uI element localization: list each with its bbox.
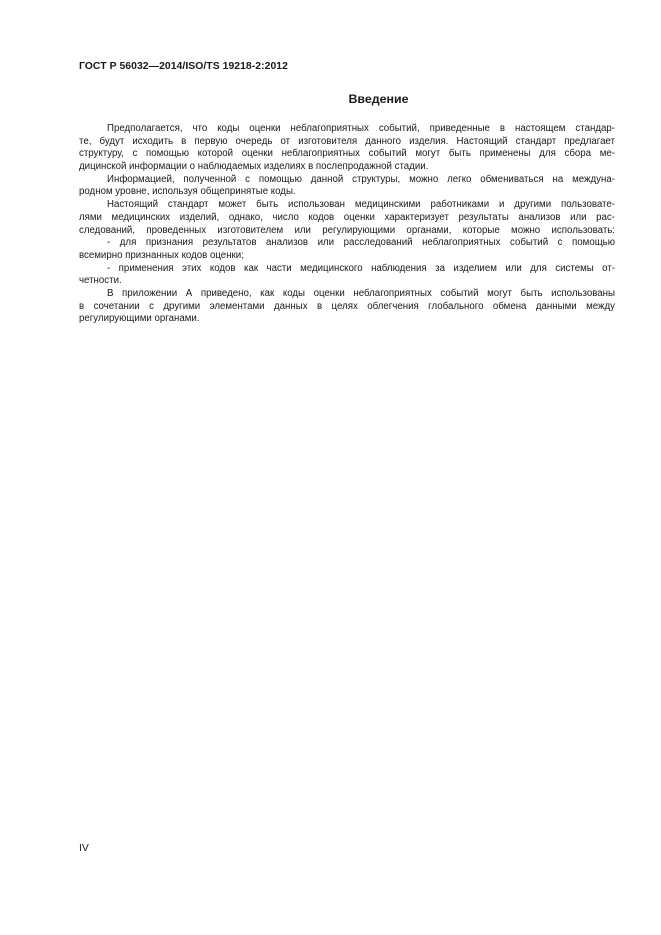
list-item-continuation: четности. xyxy=(79,275,122,287)
list-item: - для признания результатов анализов или расследований неблагоприятных событий с помощью xyxy=(107,237,615,249)
list-item: - применения этих кодов как части медицинского наблюдения за изделием или для системы от- xyxy=(107,262,615,274)
text-line: структуру, с помощью которой оценки неблагоприятных событий могут быть применены для сбора ме- xyxy=(79,148,615,160)
section-title: Введение xyxy=(348,92,409,106)
list-item-continuation: всемирно признанных кодов оценки; xyxy=(79,249,244,261)
text-line: в сочетании с другими элементами данных в целях облегчения глобального обмена данными между xyxy=(79,300,615,312)
text-line: те, будут исходить в первую очередь от изготовителя данного изделия. Настоящий стандарт предлагает xyxy=(79,135,615,147)
text-line: Настоящий стандарт может быть использован медицинскими работниками и другими пользовате- xyxy=(107,199,615,211)
text-line: В приложении А приведено, как коды оценки неблагоприятных событий могут быть использованы xyxy=(107,287,615,299)
text-line: Предполагается, что коды оценки неблагоприятных событий, приведенные в настоящем стандар- xyxy=(107,123,615,134)
standard-id-header: ГОСТ Р 56032—2014/ISO/TS 19218-2:2012 xyxy=(79,61,288,72)
text-line: дицинской информации о наблюдаемых изделиях в послепродажной стадии. xyxy=(79,161,429,173)
text-line: родном уровне, используя общепринятые коды. xyxy=(79,186,296,198)
introduction-body xyxy=(79,123,615,326)
text-line: Информацией, полученной с помощью данной структуры, можно легко обмениваться на междуна- xyxy=(107,173,615,185)
page-number: IV xyxy=(79,843,89,854)
text-line: следований, проведенных изготовителем или регулирующими органами, которые можно использовать: xyxy=(79,224,615,236)
text-line: регулирующими органами. xyxy=(79,313,200,325)
text-line: лями медицинских изделий, однако, число кодов оценки характеризует результаты анализов или рас- xyxy=(79,211,615,223)
